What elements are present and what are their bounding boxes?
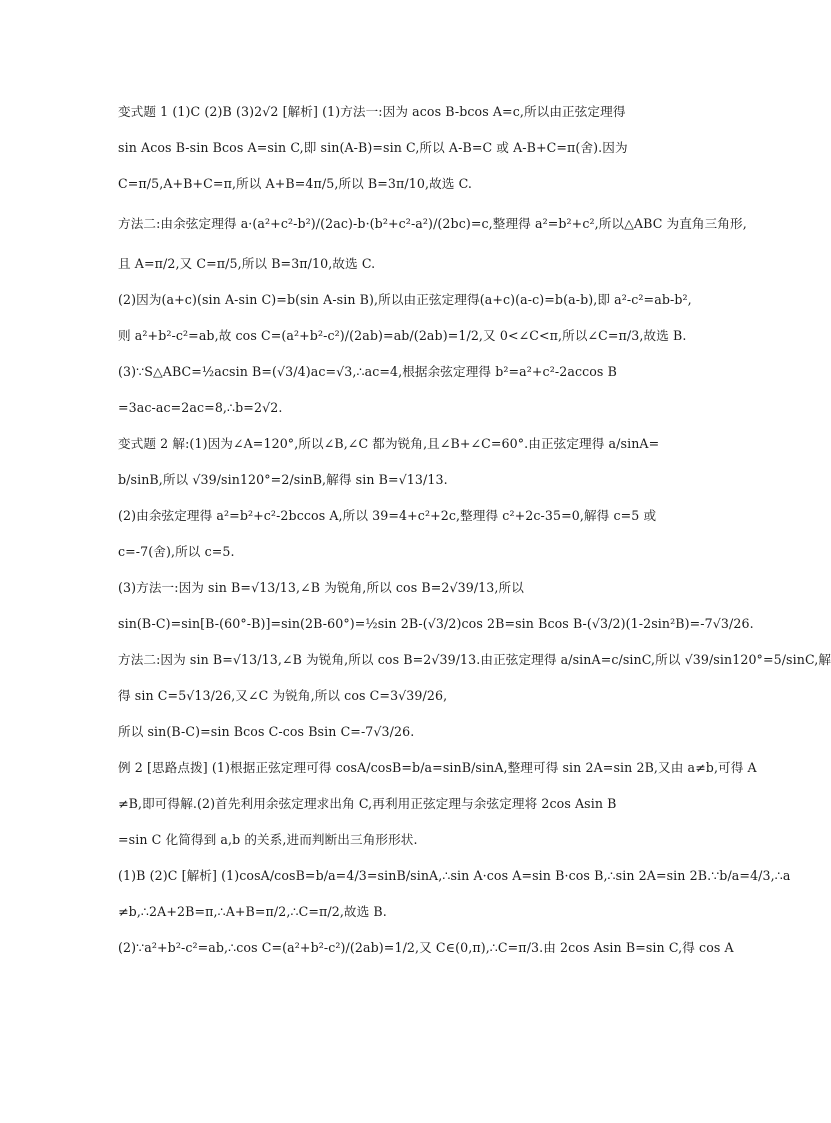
text-line: =sin C 化简得到 a,b 的关系,进而判断出三角形形状. <box>118 832 418 847</box>
text-line: ≠b,∴2A+2B=π,∴A+B=π/2,∴C=π/2,故选 B. <box>118 904 387 919</box>
text-line: sin Acos B-sin Bcos A=sin C,即 sin(A-B)=sin C,所以 A-B=C 或 A-B+C=π(舍).因为 <box>118 140 628 155</box>
text-line: 方法二:由余弦定理得 a·(a²+c²-b²)/(2ac)-b·(b²+c²-a²)/(2bc)=c,整理得 a²=b²+c²,所以△ABC 为直角三角形, <box>118 216 747 231</box>
text-line: 得 sin C=5√13/26,又∠C 为锐角,所以 cos C=3√39/26, <box>118 688 448 703</box>
text-line: (3)方法一:因为 sin B=√13/13,∠B 为锐角,所以 cos B=2√39/13,所以 <box>118 580 524 595</box>
text-line: (2)由余弦定理得 a²=b²+c²-2bccos A,所以 39=4+c²+2c,整理得 c²+2c-35=0,解得 c=5 或 <box>118 508 657 523</box>
text-line: 方法二:因为 sin B=√13/13,∠B 为锐角,所以 cos B=2√39/13.由正弦定理得 a/sinA=c/sinC,所以 √39/sin120°=5/sinC,解 <box>118 652 831 667</box>
text-line: 且 A=π/2,又 C=π/5,所以 B=3π/10,故选 C. <box>118 256 376 271</box>
text-line: (1)B (2)C [解析] (1)cosA/cosB=b/a=4/3=sinB/sinA,∴sin A·cos A=sin B·cos B,∴sin 2A=sin 2B.∵b/a=4/3,∴a <box>118 868 791 883</box>
text-line: (2)∵a²+b²-c²=ab,∴cos C=(a²+b²-c²)/(2ab)=1/2,又 C∈(0,π),∴C=π/3.由 2cos Asin B=sin C,得 cos A <box>118 940 734 955</box>
text-line: ≠B,即可得解.(2)首先利用余弦定理求出角 C,再利用正弦定理与余弦定理将 2cos Asin B <box>118 796 617 811</box>
text-line: sin(B-C)=sin[B-(60°-B)]=sin(2B-60°)=½sin 2B-(√3/2)cos 2B=sin Bcos B-(√3/2)(1-2sin²B)=-7√3/26. <box>118 616 754 631</box>
text-line: C=π/5,A+B+C=π,所以 A+B=4π/5,所以 B=3π/10,故选 C. <box>118 176 472 191</box>
text-line: 变式题 2 解:(1)因为∠A=120°,所以∠B,∠C 都为锐角,且∠B+∠C=60°.由正弦定理得 a/sinA= <box>118 436 660 451</box>
text-line: (2)因为(a+c)(sin A-sin C)=b(sin A-sin B),所以由正弦定理得(a+c)(a-c)=b(a-b),即 a²-c²=ab-b², <box>118 292 692 307</box>
text-line: (3)∵S△ABC=½acsin B=(√3/4)ac=√3,∴ac=4,根据余弦定理得 b²=a²+c²-2accos B <box>118 364 617 379</box>
text-line: 所以 sin(B-C)=sin Bcos C-cos Bsin C=-7√3/26. <box>118 724 415 739</box>
text-line: b/sinB,所以 √39/sin120°=2/sinB,解得 sin B=√13/13. <box>118 472 448 487</box>
solution-text <box>118 100 831 960</box>
text-line: 例 2 [思路点拨] (1)根据正弦定理可得 cosA/cosB=b/a=sinB/sinA,整理可得 sin 2A=sin 2B,又由 a≠b,可得 A <box>118 760 757 775</box>
text-line: =3ac-ac=2ac=8,∴b=2√2. <box>118 400 283 415</box>
text-line: c=-7(舍),所以 c=5. <box>118 544 235 559</box>
text-line: 变式题 1 (1)C (2)B (3)2√2 [解析] (1)方法一:因为 acos B-bcos A=c,所以由正弦定理得 <box>118 104 626 119</box>
text-line: 则 a²+b²-c²=ab,故 cos C=(a²+b²-c²)/(2ab)=ab/(2ab)=1/2,又 0<∠C<π,所以∠C=π/3,故选 B. <box>118 328 687 343</box>
